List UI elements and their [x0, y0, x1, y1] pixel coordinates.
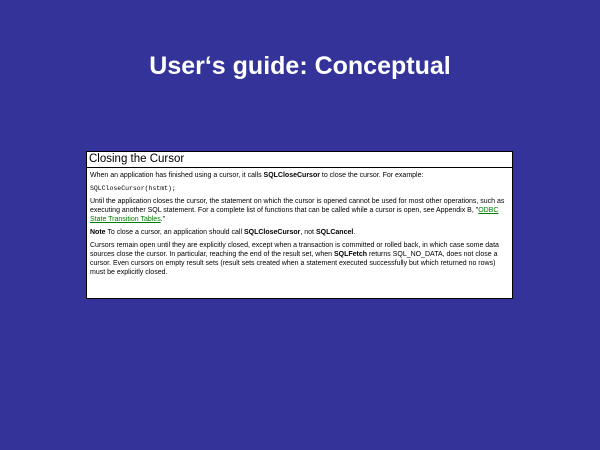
function-name-sqlfetch: SQLFetch	[333, 251, 368, 258]
function-name-sqlclosecursor: SQLCloseCursor	[263, 172, 320, 179]
help-topic-header: Closing the Cursor	[87, 152, 512, 168]
note-paragraph	[90, 228, 509, 237]
remain-text-a: Cursors remain open until they are explicitly closed, except when a transaction is committed or rolled back, in which case some data sources close the cursor. In particular, reaching the end of the result set, when	[90, 242, 499, 258]
note-text-c: .	[353, 229, 356, 236]
state-transition-tables-link[interactable]: ODBC State Transition Tables	[90, 207, 499, 223]
note-function-sqlclosecursor: SQLCloseCursor	[243, 229, 301, 236]
intro-text-a: When an application has finished using a cursor, it calls	[90, 172, 264, 179]
until-text-b: ."	[160, 216, 166, 223]
help-topic-body	[87, 168, 512, 277]
paragraph-intro	[90, 171, 509, 180]
paragraph-cursors-remain-open	[90, 241, 509, 277]
note-text-a: To close a cursor, an application should call	[105, 229, 244, 236]
note-function-sqlcancel: SQLCancel	[315, 229, 354, 236]
remain-text-b: returns SQL_NO_DATA, does not close a cursor. Even cursors on empty result sets (result sets created when a statement executed successfully but which returned no rows) must be explicitly closed.	[90, 251, 498, 276]
until-text-a: Until the application closes the cursor, the statement on which the cursor is opened cannot be used for most other operations, such as executing another SQL statement. For a complete list of functions that can be called while a cursor is open, see Appendix B, "	[90, 198, 505, 214]
intro-text-b: to close the cursor. For example:	[319, 172, 424, 179]
code-example: SQLCloseCursor(hstmt);	[90, 185, 176, 192]
note-text-b: , not	[300, 229, 316, 236]
note-label: Note	[90, 229, 106, 236]
help-topic-panel	[86, 151, 513, 299]
slide-title: User‘s guide: Conceptual	[149, 52, 451, 80]
paragraph-until-closed	[90, 197, 509, 224]
